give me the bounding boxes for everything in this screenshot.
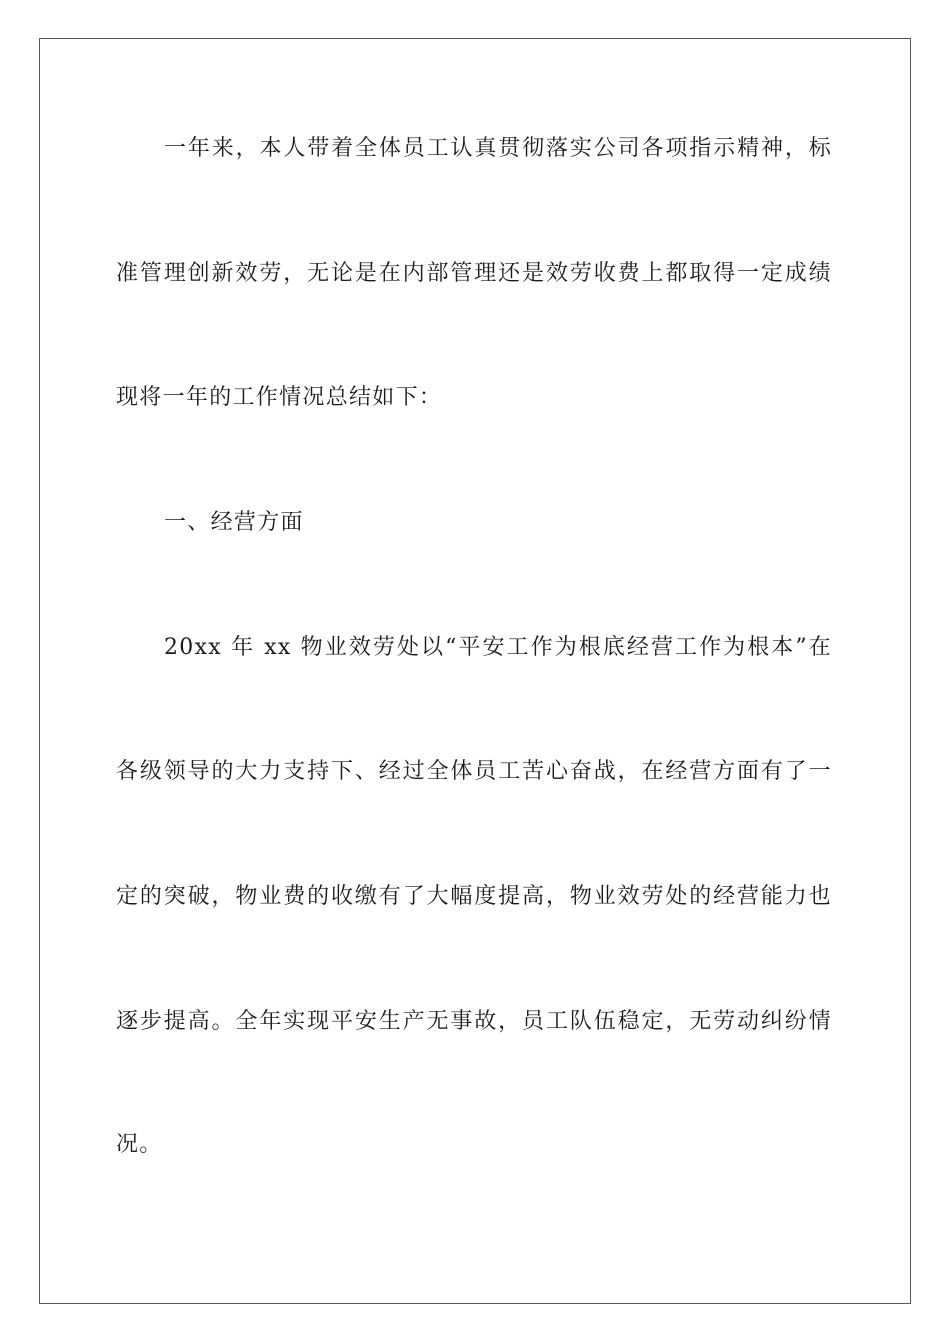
paragraph-1-line-3: 现将一年的工作情况总结如下：	[116, 385, 443, 410]
page-border	[39, 38, 911, 1304]
paragraph-1-line-2: 准管理创新效劳，无论是在内部管理还是效劳收费上都取得一定成绩	[116, 261, 832, 286]
section-heading: 一、经营方面	[164, 510, 304, 535]
paragraph-1-line-1: 一年来，本人带着全体员工认真贯彻落实公司各项指示精神，标	[164, 136, 832, 161]
paragraph-2-line-3: 定的突破，物业费的收缴有了大幅度提高，物业效劳处的经营能力也	[116, 884, 832, 909]
paragraph-2-line-5: 况。	[116, 1132, 163, 1157]
paragraph-2-line-1: 20xx 年 xx 物业效劳处以“平安工作为根底经营工作为根本”在	[164, 635, 832, 660]
paragraph-2-line-4: 逐步提高。全年实现平安生产无事故，员工队伍稳定，无劳动纠纷情	[116, 1009, 832, 1034]
paragraph-2-line-2: 各级领导的大力支持下、经过全体员工苦心奋战，在经营方面有了一	[116, 759, 832, 784]
